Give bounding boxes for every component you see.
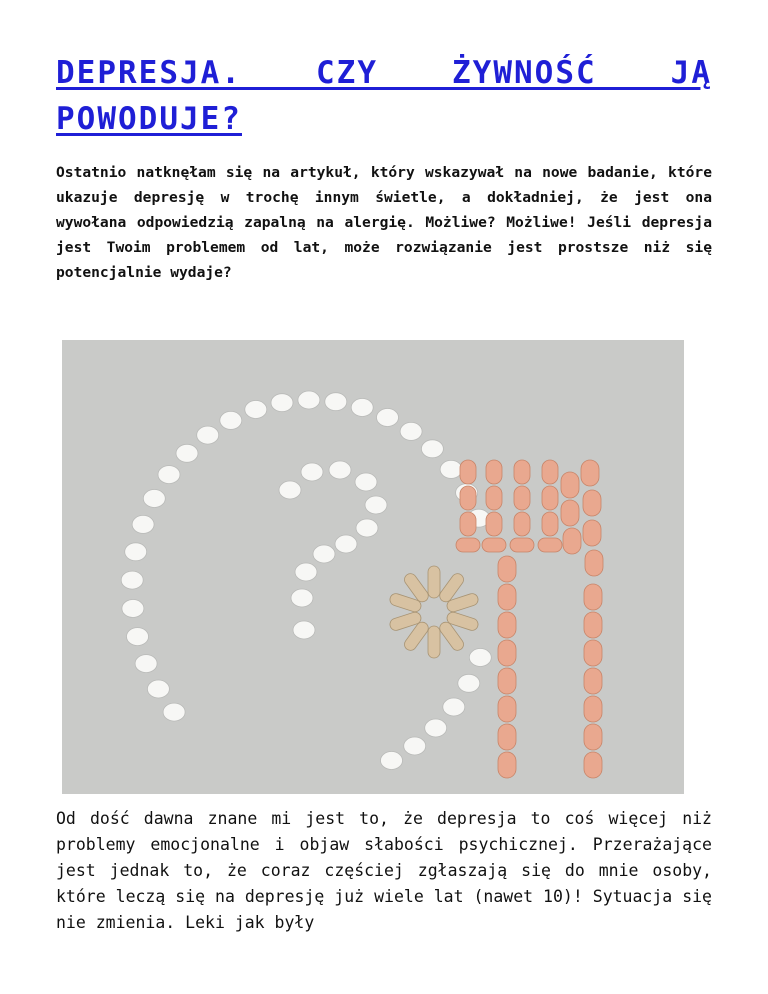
white-pill	[365, 496, 387, 514]
pink-pill	[482, 538, 506, 552]
white-pill	[158, 466, 180, 484]
pink-pill	[583, 490, 601, 516]
white-pill	[440, 460, 462, 478]
pink-pill	[498, 752, 516, 778]
white-pill	[400, 422, 422, 440]
white-pill	[197, 426, 219, 444]
pink-pill	[584, 640, 602, 666]
white-pill	[293, 621, 315, 639]
white-pill	[163, 703, 185, 721]
white-pill	[355, 473, 377, 491]
pink-pill	[514, 460, 530, 484]
pink-pill	[486, 512, 502, 536]
white-pill	[377, 409, 399, 427]
white-pill	[127, 628, 149, 646]
white-pill	[147, 680, 169, 698]
white-pill	[298, 391, 320, 409]
white-pill	[295, 563, 317, 581]
pink-pill	[456, 538, 480, 552]
pink-pill	[584, 724, 602, 750]
white-pill	[143, 490, 165, 508]
white-pill	[313, 545, 335, 563]
white-pill	[325, 393, 347, 411]
pink-pill	[542, 512, 558, 536]
pink-pill	[561, 500, 579, 526]
article-body: Od dość dawna znane mi jest to, że depresja to coś więcej niż problemy emocjonalne i objaw słabości psychicznej. Przerażające jest jednak to, że coraz częściej zgłaszają się do mnie osoby, które leczą się na depresję już wiele lat (nawet 10)! Sytuacja się nie zmienia. Leki jak były	[56, 809, 712, 932]
capsule	[428, 566, 440, 598]
white-pill	[121, 571, 143, 589]
pink-pill	[561, 472, 579, 498]
pink-pill	[498, 724, 516, 750]
pink-pill	[498, 556, 516, 582]
white-pill	[356, 519, 378, 537]
pink-pill	[542, 460, 558, 484]
pink-pill	[498, 668, 516, 694]
pink-pill	[460, 512, 476, 536]
pink-pill	[460, 486, 476, 510]
white-pill	[245, 401, 267, 419]
pink-pill	[584, 752, 602, 778]
white-pill	[469, 649, 491, 667]
white-pill	[135, 655, 157, 673]
pink-pill	[460, 460, 476, 484]
pink-pill	[510, 538, 534, 552]
white-pill	[301, 463, 323, 481]
white-pill	[335, 535, 357, 553]
pink-pill	[514, 486, 530, 510]
white-pill	[458, 674, 480, 692]
white-pill	[329, 461, 351, 479]
article-title-link[interactable]: DEPRESJA. CZY ŻYWNOŚĆ JĄ POWODUJE?	[56, 55, 712, 137]
pink-pill	[486, 460, 502, 484]
white-pill	[421, 440, 443, 458]
pink-pill	[538, 538, 562, 552]
white-pill	[443, 698, 465, 716]
pink-pill	[584, 696, 602, 722]
white-pill	[351, 399, 373, 417]
article-lead: Ostatnio natknęłam się na artykuł, który wskazywał na nowe badanie, które ukazuje depresję w trochę innym świetle, a dokładniej, że jest ona wywołana odpowiedzią zapalną na alergię. Możliwe? Możliwe! Jeśli depresja jest Twoim problemem od lat, może rozwiązanie jest prostsze niż się potencjalnie wydaje?	[56, 164, 712, 281]
pink-pill	[584, 668, 602, 694]
pink-pill	[498, 640, 516, 666]
white-pill	[122, 600, 144, 618]
white-pill	[132, 515, 154, 533]
pink-pill	[486, 486, 502, 510]
white-pill	[381, 752, 403, 770]
pink-pill	[498, 612, 516, 638]
white-pill	[425, 719, 447, 737]
pink-pill	[581, 460, 599, 486]
white-pill	[291, 589, 313, 607]
pink-pill	[498, 584, 516, 610]
white-pill	[271, 394, 293, 412]
pink-pill	[542, 486, 558, 510]
pink-pill	[584, 584, 602, 610]
pink-pill	[498, 696, 516, 722]
pink-pill	[584, 612, 602, 638]
white-pill	[279, 481, 301, 499]
pink-pill	[585, 550, 603, 576]
pink-pill	[563, 528, 581, 554]
capsule	[428, 626, 440, 658]
pills-photo	[62, 340, 684, 794]
white-pill	[125, 543, 147, 561]
pink-pill	[514, 512, 530, 536]
white-pill	[220, 411, 242, 429]
article-title	[56, 50, 712, 142]
white-pill	[176, 444, 198, 462]
white-pill	[404, 737, 426, 755]
pink-pill	[583, 520, 601, 546]
